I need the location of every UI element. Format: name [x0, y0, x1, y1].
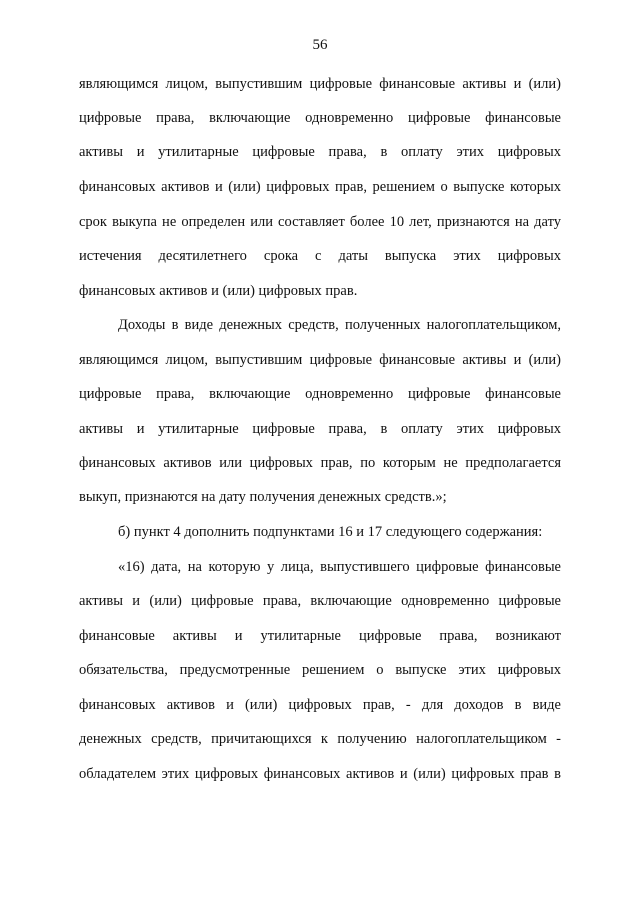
text-line: срок выкупа не определен или составляет более 10 лет, признаются на дату	[79, 214, 561, 230]
text-line: финансовых активов и (или) цифровых прав, решением о выпуске которых	[79, 179, 561, 195]
text-line: денежных средств, причитающихся к получению налогоплательщиком -	[79, 731, 561, 747]
text-line: являющимся лицом, выпустившим цифровые финансовые активы и (или)	[79, 76, 561, 92]
text-line: финансовых активов и (или) цифровых прав, - для доходов в виде	[79, 697, 561, 713]
text-line: финансовые активы и утилитарные цифровые права, возникают	[79, 628, 561, 644]
text-line: Доходы в виде денежных средств, полученных налогоплательщиком,	[118, 317, 561, 333]
text-line: обязательства, предусмотренные решением о выпуске этих цифровых	[79, 662, 561, 678]
text-line: обладателем этих цифровых финансовых активов и (или) цифровых прав в	[79, 766, 561, 782]
text-line: «16) дата, на которую у лица, выпустившего цифровые финансовые	[118, 559, 561, 575]
page-number: 56	[312, 37, 328, 53]
text-line: цифровые права, включающие одновременно цифровые финансовые	[79, 110, 561, 126]
text-line: финансовых активов или цифровых прав, по которым не предполагается	[79, 455, 561, 471]
text-line: являющимся лицом, выпустившим цифровые финансовые активы и (или)	[79, 352, 561, 368]
text-line: активы и (или) цифровые права, включающие одновременно цифровые	[79, 593, 561, 609]
text-line: финансовых активов и (или) цифровых прав.	[79, 283, 358, 299]
text-line: активы и утилитарные цифровые права, в оплату этих цифровых	[79, 144, 561, 160]
text-line: истечения десятилетнего срока с даты выпуска этих цифровых	[79, 248, 561, 264]
text-line: б) пункт 4 дополнить подпунктами 16 и 17 следующего содержания:	[118, 524, 543, 540]
text-line: цифровые права, включающие одновременно цифровые финансовые	[79, 386, 561, 402]
text-line: выкуп, признаются на дату получения денежных средств.»;	[79, 489, 447, 505]
text-line: активы и утилитарные цифровые права, в оплату этих цифровых	[79, 421, 561, 437]
